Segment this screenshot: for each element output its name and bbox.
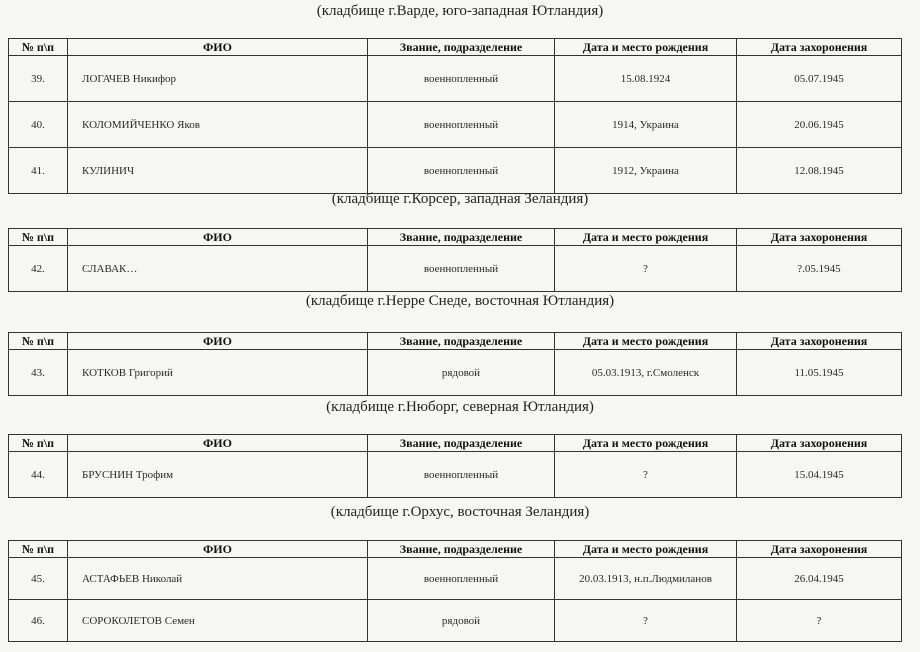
cell-burial: 20.06.1945 — [737, 102, 902, 148]
header-rank: Звание, подразделение — [368, 541, 555, 558]
cell-num: 40. — [9, 102, 68, 148]
cell-rank: военнопленный — [368, 246, 555, 292]
header-num: № п\п — [9, 229, 68, 246]
cell-name: СОРОКОЛЕТОВ Семен — [68, 600, 368, 642]
cell-rank: военнопленный — [368, 558, 555, 600]
cell-num: 42. — [9, 246, 68, 292]
header-name: ФИО — [68, 333, 368, 350]
cemetery-caption: (кладбище г.Орхус, восточная Зеландия) — [330, 504, 590, 520]
table-header-row — [9, 229, 902, 246]
table-header-row — [9, 541, 902, 558]
table-row — [9, 452, 902, 498]
cell-name: КУЛИНИЧ — [68, 148, 368, 194]
cell-num: 39. — [9, 56, 68, 102]
header-rank: Звание, подразделение — [368, 229, 555, 246]
cell-burial: 26.04.1945 — [737, 558, 902, 600]
table-row — [9, 600, 902, 642]
header-name: ФИО — [68, 39, 368, 56]
cell-rank: военнопленный — [368, 102, 555, 148]
header-num: № п\п — [9, 541, 68, 558]
cell-num: 45. — [9, 558, 68, 600]
cell-num: 46. — [9, 600, 68, 642]
burial-table — [8, 540, 902, 642]
header-burial: Дата захоронения — [737, 541, 902, 558]
cell-name: БРУСНИН Трофим — [68, 452, 368, 498]
table-row — [9, 558, 902, 600]
cell-birth: ? — [555, 600, 737, 642]
cell-birth: ? — [555, 452, 737, 498]
table-row — [9, 148, 902, 194]
header-num: № п\п — [9, 435, 68, 452]
cell-birth: 20.03.1913, н.п.Людмиланов — [555, 558, 737, 600]
cell-rank: рядовой — [368, 350, 555, 396]
table-header-row — [9, 435, 902, 452]
cell-num: 44. — [9, 452, 68, 498]
header-birth: Дата и место рождения — [555, 229, 737, 246]
burial-table — [8, 38, 902, 194]
header-rank: Звание, подразделение — [368, 39, 555, 56]
burial-table — [8, 434, 902, 498]
cell-birth: 1912, Украина — [555, 148, 737, 194]
cell-birth: ? — [555, 246, 737, 292]
cell-name: ЛОГАЧЕВ Никифор — [68, 56, 368, 102]
table-row — [9, 102, 902, 148]
header-birth: Дата и место рождения — [555, 333, 737, 350]
cell-burial: 05.07.1945 — [737, 56, 902, 102]
header-num: № п\п — [9, 39, 68, 56]
cell-burial: 11.05.1945 — [737, 350, 902, 396]
cell-rank: рядовой — [368, 600, 555, 642]
cell-birth: 05.03.1913, г.Смоленск — [555, 350, 737, 396]
header-rank: Звание, подразделение — [368, 333, 555, 350]
header-rank: Звание, подразделение — [368, 435, 555, 452]
cell-num: 41. — [9, 148, 68, 194]
cemetery-caption: (кладбище г.Варде, юго-западная Ютландия) — [316, 3, 604, 19]
cell-rank: военнопленный — [368, 148, 555, 194]
cemetery-caption: (кладбище г.Корсер, западная Зеландия) — [331, 191, 589, 207]
burial-table — [8, 228, 902, 292]
cell-name: КОТКОВ Григорий — [68, 350, 368, 396]
header-burial: Дата захоронения — [737, 333, 902, 350]
cemetery-caption: (кладбище г.Нюборг, северная Ютландия) — [326, 399, 594, 415]
cell-name: КОЛОМИЙЧЕНКО Яков — [68, 102, 368, 148]
header-name: ФИО — [68, 541, 368, 558]
cell-name: СЛАВАК… — [68, 246, 368, 292]
header-num: № п\п — [9, 333, 68, 350]
header-name: ФИО — [68, 229, 368, 246]
cell-name: АСТАФЬЕВ Николай — [68, 558, 368, 600]
header-burial: Дата захоронения — [737, 229, 902, 246]
burial-table — [8, 332, 902, 396]
header-name: ФИО — [68, 435, 368, 452]
header-birth: Дата и место рождения — [555, 39, 737, 56]
table-row — [9, 246, 902, 292]
cell-birth: 1914, Украина — [555, 102, 737, 148]
cell-burial: 15.04.1945 — [737, 452, 902, 498]
cell-burial: ?.05.1945 — [737, 246, 902, 292]
cemetery-caption: (кладбище г.Нерре Снеде, восточная Ютландия) — [305, 293, 615, 309]
header-burial: Дата захоронения — [737, 39, 902, 56]
cell-rank: военнопленный — [368, 56, 555, 102]
cell-birth: 15.08.1924 — [555, 56, 737, 102]
header-birth: Дата и место рождения — [555, 435, 737, 452]
table-row — [9, 350, 902, 396]
cell-burial: 12.08.1945 — [737, 148, 902, 194]
header-birth: Дата и место рождения — [555, 541, 737, 558]
cell-burial: ? — [737, 600, 902, 642]
table-header-row — [9, 39, 902, 56]
cell-num: 43. — [9, 350, 68, 396]
table-header-row — [9, 333, 902, 350]
cell-rank: военнопленный — [368, 452, 555, 498]
table-row — [9, 56, 902, 102]
header-burial: Дата захоронения — [737, 435, 902, 452]
